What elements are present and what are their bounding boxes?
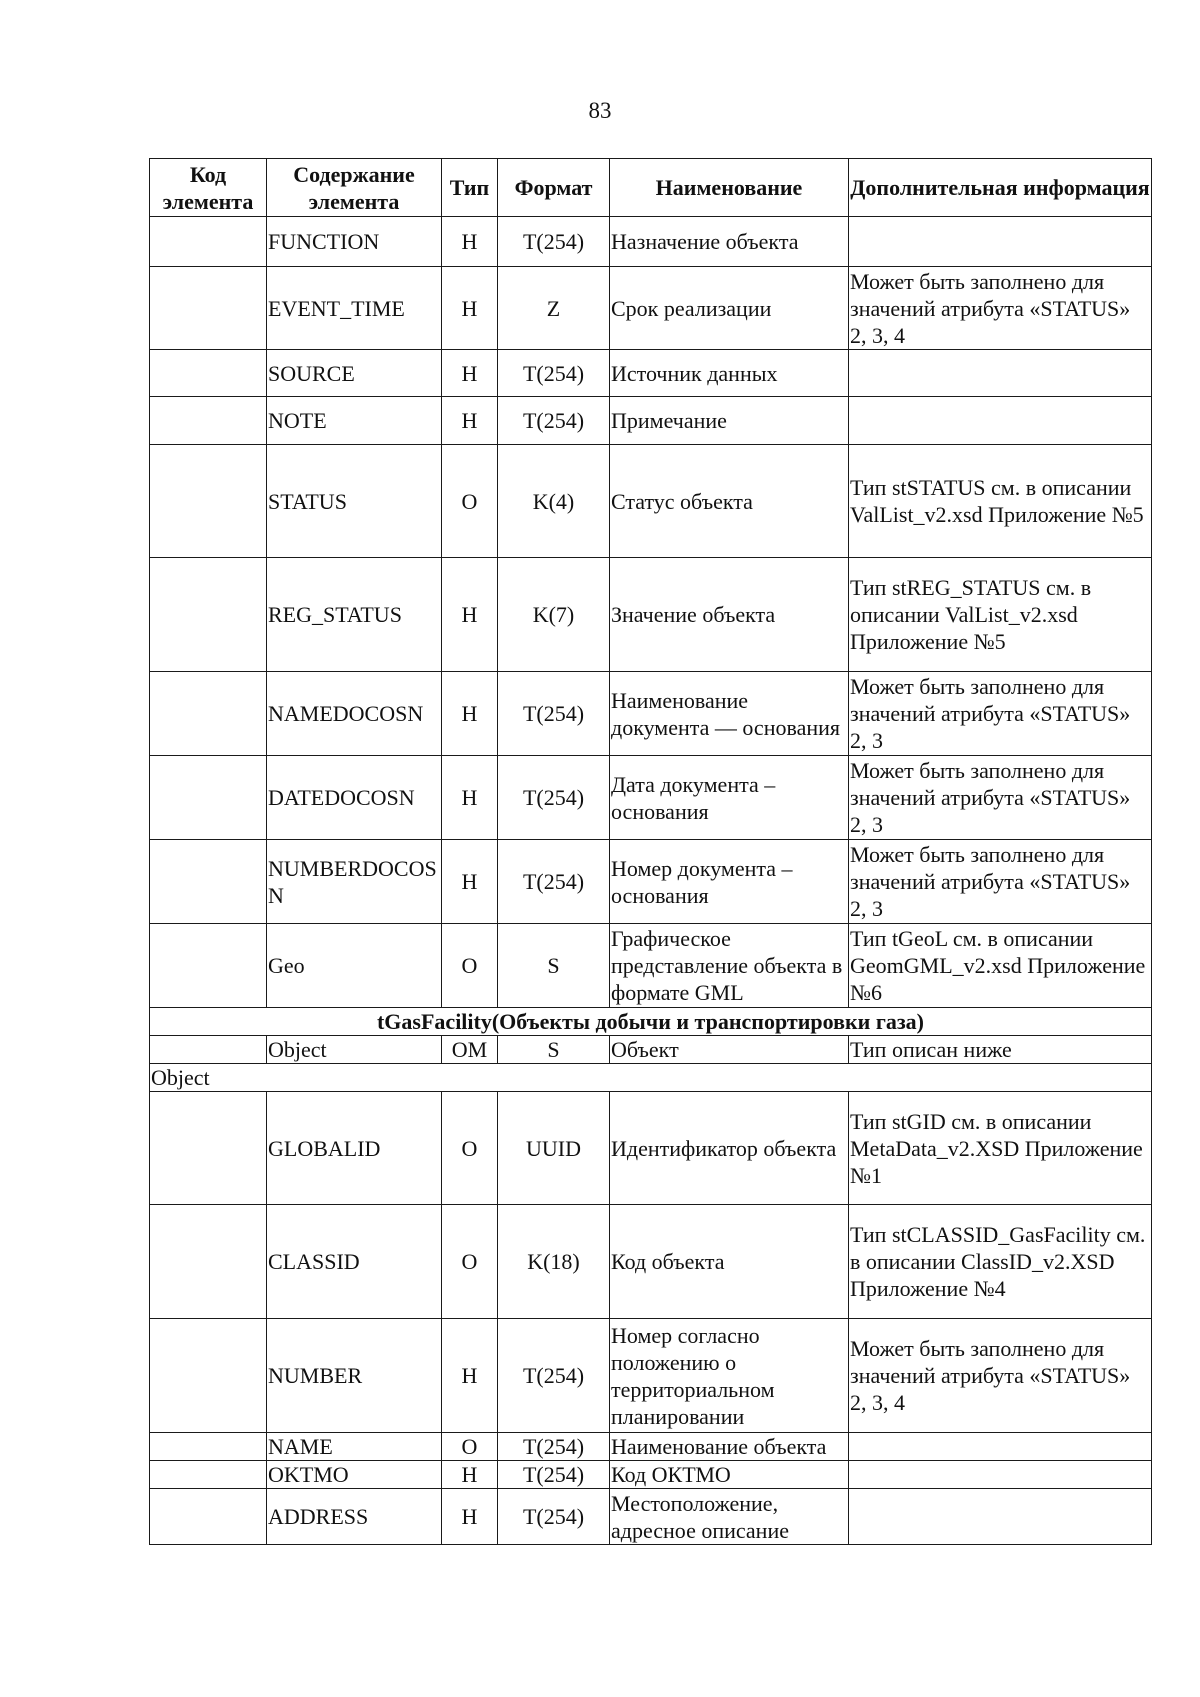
header-type: Тип	[442, 159, 498, 217]
table-row	[150, 840, 1152, 924]
header-name: Наименование	[610, 159, 849, 217]
cell-name: Срок реализации	[610, 267, 849, 350]
table-row	[150, 267, 1152, 350]
cell-name: Дата документа – основания	[610, 756, 849, 840]
table-row	[150, 1205, 1152, 1319]
cell-additional-info: Может быть заполнено для значений атрибута «STATUS» 2, 3	[849, 756, 1152, 840]
cell-element-content: NUMBERDOCOSN	[267, 840, 442, 924]
table-row	[150, 1092, 1152, 1205]
cell-format: T(254)	[498, 756, 610, 840]
cell-element-code	[150, 1433, 267, 1461]
cell-additional-info	[849, 397, 1152, 445]
cell-type: Н	[442, 1461, 498, 1489]
cell-additional-info: Тип stCLASSID_GasFacility см. в описании ClassID_v2.XSD Приложение №4	[849, 1205, 1152, 1319]
cell-name: Наименование объекта	[610, 1433, 849, 1461]
cell-name: Номер согласно положению о территориальном планировании	[610, 1319, 849, 1433]
cell-additional-info: Может быть заполнено для значений атрибута «STATUS» 2, 3, 4	[849, 1319, 1152, 1433]
header-row	[150, 159, 1152, 217]
cell-name: Источник данных	[610, 350, 849, 397]
cell-type: О	[442, 924, 498, 1008]
cell-additional-info: Тип описан ниже	[849, 1036, 1152, 1064]
table-row	[150, 1433, 1152, 1461]
object-type-label: Object	[150, 1064, 1152, 1092]
cell-element-content: NAME	[267, 1433, 442, 1461]
cell-name: Код ОКТМО	[610, 1461, 849, 1489]
cell-element-content: NAMEDOCOSN	[267, 672, 442, 756]
cell-format: T(254)	[498, 840, 610, 924]
cell-additional-info	[849, 1489, 1152, 1545]
cell-format: K(18)	[498, 1205, 610, 1319]
cell-element-code	[150, 445, 267, 558]
cell-type: Н	[442, 397, 498, 445]
table-row	[150, 756, 1152, 840]
cell-type: Н	[442, 672, 498, 756]
cell-element-code	[150, 267, 267, 350]
cell-name: Наименование документа — основания	[610, 672, 849, 756]
section-object-row	[150, 1036, 1152, 1064]
cell-type: Н	[442, 756, 498, 840]
cell-type: Н	[442, 840, 498, 924]
cell-format: T(254)	[498, 397, 610, 445]
cell-element-code	[150, 397, 267, 445]
header-element-content: Содержание элемента	[267, 159, 442, 217]
cell-element-content: GLOBALID	[267, 1092, 442, 1205]
cell-format: T(254)	[498, 217, 610, 267]
page-number: 83	[588, 98, 612, 123]
cell-element-content: ADDRESS	[267, 1489, 442, 1545]
table-row	[150, 445, 1152, 558]
cell-additional-info	[849, 1461, 1152, 1489]
cell-element-content: CLASSID	[267, 1205, 442, 1319]
cell-format: T(254)	[498, 672, 610, 756]
cell-name: Примечание	[610, 397, 849, 445]
table-row	[150, 1461, 1152, 1489]
table-body	[150, 217, 1152, 1545]
cell-additional-info: Тип stREG_STATUS см. в описании ValList_v2.xsd Приложение №5	[849, 558, 1152, 672]
table-row	[150, 924, 1152, 1008]
cell-element-content: SOURCE	[267, 350, 442, 397]
cell-element-code	[150, 1205, 267, 1319]
cell-type: Н	[442, 350, 498, 397]
cell-format: T(254)	[498, 1433, 610, 1461]
cell-element-content: NOTE	[267, 397, 442, 445]
cell-element-content: STATUS	[267, 445, 442, 558]
cell-type: О	[442, 1205, 498, 1319]
header-additional-info: Дополнительная информация	[849, 159, 1152, 217]
table-row	[150, 672, 1152, 756]
cell-additional-info: Тип stGID см. в описании MetaData_v2.XSD Приложение №1	[849, 1092, 1152, 1205]
cell-element-code	[150, 558, 267, 672]
section-title: tGasFacility(Объекты добычи и транспортировки газа)	[150, 1008, 1152, 1036]
cell-element-code	[150, 840, 267, 924]
cell-additional-info	[849, 217, 1152, 267]
cell-format: T(254)	[498, 1319, 610, 1433]
cell-name: Назначение объекта	[610, 217, 849, 267]
cell-element-content: OKTMO	[267, 1461, 442, 1489]
cell-element-content: EVENT_TIME	[267, 267, 442, 350]
cell-name: Графическое представление объекта в формате GML	[610, 924, 849, 1008]
cell-type: О	[442, 1092, 498, 1205]
cell-name: Объект	[610, 1036, 849, 1064]
cell-element-content: REG_STATUS	[267, 558, 442, 672]
cell-additional-info: Может быть заполнено для значений атрибута «STATUS» 2, 3	[849, 840, 1152, 924]
cell-name: Статус объекта	[610, 445, 849, 558]
cell-type: Н	[442, 267, 498, 350]
cell-element-code	[150, 1461, 267, 1489]
cell-element-content: NUMBER	[267, 1319, 442, 1433]
cell-element-code	[150, 217, 267, 267]
section-title-row	[150, 1008, 1152, 1036]
cell-element-content: Geo	[267, 924, 442, 1008]
cell-element-code	[150, 756, 267, 840]
attributes-table	[149, 158, 1152, 1545]
cell-format: T(254)	[498, 1461, 610, 1489]
cell-additional-info: Может быть заполнено для значений атрибута «STATUS» 2, 3	[849, 672, 1152, 756]
cell-type: Н	[442, 558, 498, 672]
table-row	[150, 1489, 1152, 1545]
table-row	[150, 1319, 1152, 1433]
header-element-code: Код элемента	[150, 159, 267, 217]
cell-format: S	[498, 1036, 610, 1064]
cell-name: Номер документа – основания	[610, 840, 849, 924]
cell-element-code	[150, 672, 267, 756]
cell-format: K(7)	[498, 558, 610, 672]
object-label-row	[150, 1064, 1152, 1092]
cell-element-code	[150, 350, 267, 397]
cell-type: О	[442, 1433, 498, 1461]
cell-additional-info	[849, 350, 1152, 397]
cell-additional-info	[849, 1433, 1152, 1461]
cell-name: Идентификатор объекта	[610, 1092, 849, 1205]
cell-element-code	[150, 924, 267, 1008]
table-row	[150, 558, 1152, 672]
cell-element-content: DATEDOCOSN	[267, 756, 442, 840]
cell-type: Н	[442, 217, 498, 267]
cell-format: UUID	[498, 1092, 610, 1205]
cell-element-content: Object	[267, 1036, 442, 1064]
cell-element-code	[150, 1489, 267, 1545]
cell-format: Z	[498, 267, 610, 350]
cell-format: T(254)	[498, 350, 610, 397]
cell-additional-info: Тип stSTATUS см. в описании ValList_v2.xsd Приложение №5	[849, 445, 1152, 558]
table-row	[150, 397, 1152, 445]
header-format: Формат	[498, 159, 610, 217]
cell-type: ОМ	[442, 1036, 498, 1064]
cell-type: Н	[442, 1319, 498, 1433]
cell-type: О	[442, 445, 498, 558]
cell-additional-info: Тип tGeoL см. в описании GeomGML_v2.xsd Приложение №6	[849, 924, 1152, 1008]
cell-name: Местоположение, адресное описание	[610, 1489, 849, 1545]
cell-element-code	[150, 1092, 267, 1205]
table-row	[150, 350, 1152, 397]
cell-element-code	[150, 1036, 267, 1064]
table-row	[150, 217, 1152, 267]
cell-name: Значение объекта	[610, 558, 849, 672]
cell-type: Н	[442, 1489, 498, 1545]
cell-element-content: FUNCTION	[267, 217, 442, 267]
cell-name: Код объекта	[610, 1205, 849, 1319]
cell-format: S	[498, 924, 610, 1008]
cell-element-code	[150, 1319, 267, 1433]
cell-additional-info: Может быть заполнено для значений атрибута «STATUS» 2, 3, 4	[849, 267, 1152, 350]
cell-format: K(4)	[498, 445, 610, 558]
cell-format: T(254)	[498, 1489, 610, 1545]
